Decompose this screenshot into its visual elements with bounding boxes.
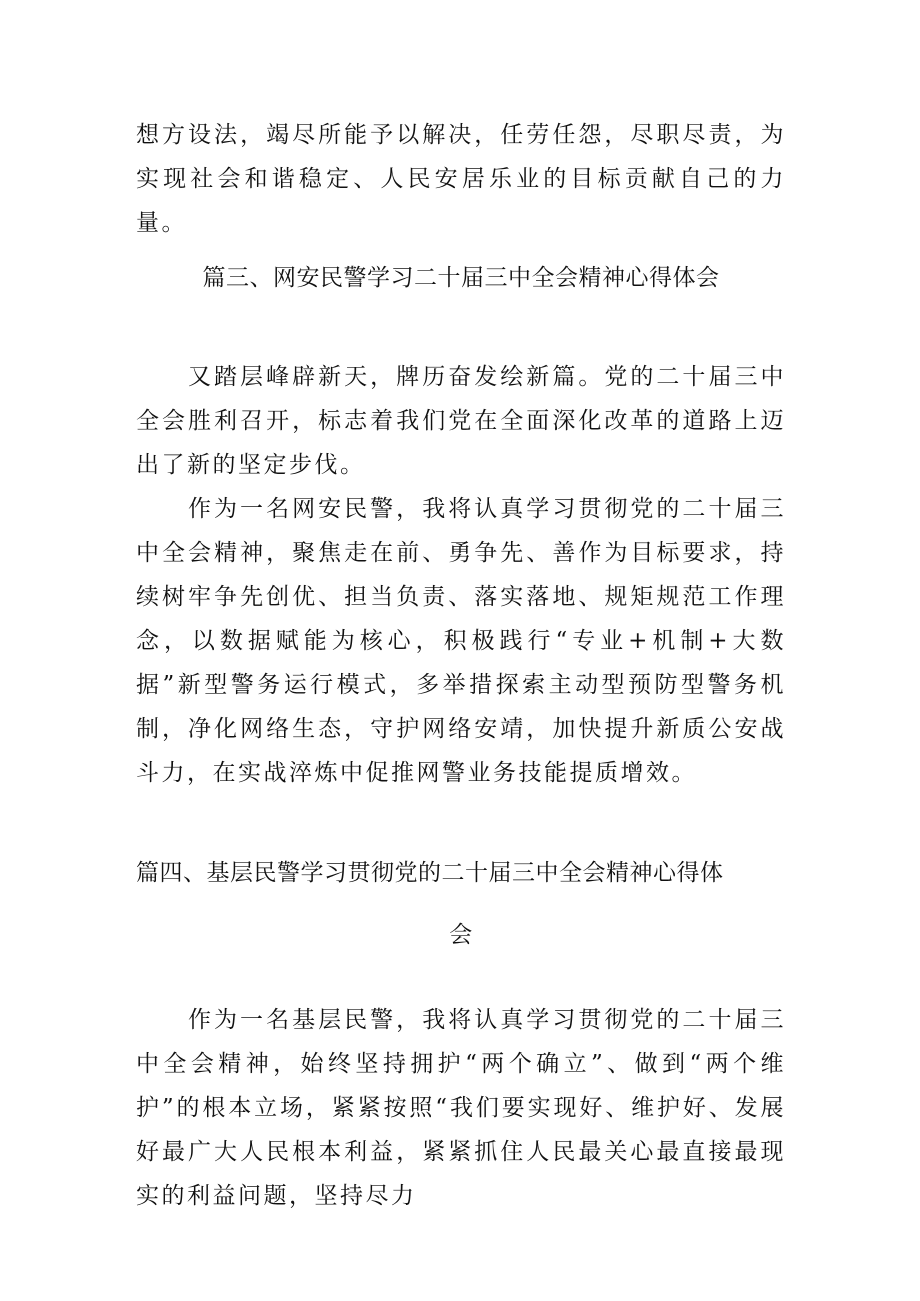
continued-paragraph: 想方设法，竭尽所能予以解决，任劳任怨，尽职尽责，为实现社会和谐稳定、人民安居乐业的目标贡献自己的力量。 xyxy=(136,122,786,236)
section3-heading: 篇三、网安民警学习二十届三中全会精神心得体会 xyxy=(202,265,720,291)
section4-heading-line1: 篇四、基层民警学习贯彻党的二十届三中全会精神心得体 xyxy=(136,860,724,886)
section3-paragraph-2: 作为一名网安民警，我将认真学习贯彻党的二十届三中全会精神，聚焦走在前、勇争先、善作为目标要求，持续树牢争先创优、担当负责、落实落地、规矩规范工作理念，以数据赋能为核心，积极践行“专业+机制+大数据”新型警务运行模式，多举措探索主动型预防型警务机制，净化网络生态，守护网络安靖，加快提升新质公安战斗力，在实战淬炼中促推网警业务技能提质增效。 xyxy=(136,496,786,786)
section4-heading-line2: 会 xyxy=(449,922,473,948)
section4-paragraph-1: 作为一名基层民警，我将认真学习贯彻党的二十届三中全会精神，始终坚持拥护“两个确立”、做到“两个维护”的根本立场，紧紧按照“我们要实现好、维护好、发展好最广大人民根本利益，紧紧抓住人民最关心最直接最现实的利益问题，坚持尽力 xyxy=(136,1007,786,1209)
continued-paragraph-block xyxy=(136,113,786,245)
section3-body xyxy=(136,355,786,795)
section3-paragraph-1: 又踏层峰辟新天，牌历奋发绘新篇。党的二十届三中全会胜利召开，标志着我们党在全面深化改革的道路上迈出了新的坚定步伐。 xyxy=(136,364,786,478)
section4-body xyxy=(136,998,786,1218)
section4-heading xyxy=(136,842,786,966)
